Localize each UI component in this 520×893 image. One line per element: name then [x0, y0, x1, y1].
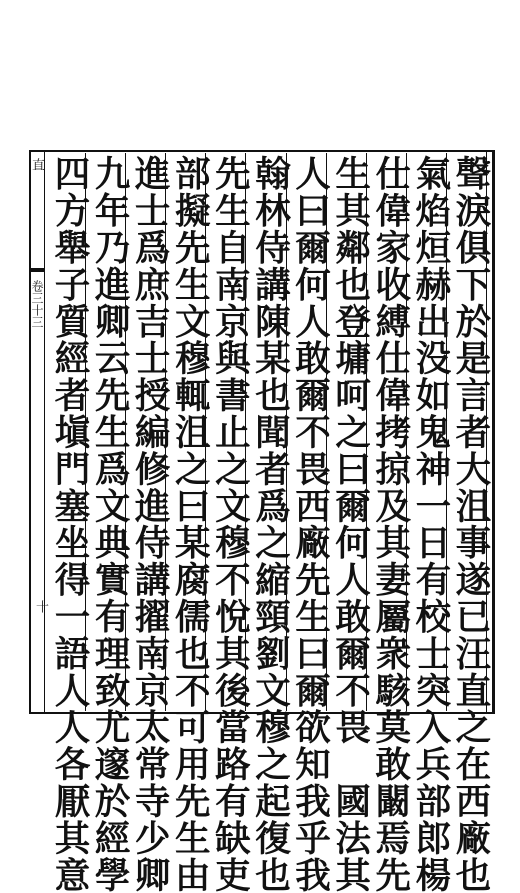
- text-column: 先生自南京與書止之文穆不悅其後當路有缺吏: [209, 155, 251, 893]
- margin-title: 直: [29, 158, 44, 171]
- fish-tail-mark: [31, 268, 44, 272]
- text-column: 聲淚俱下於是言者大沮事遂已汪直之在西廠也: [449, 155, 491, 893]
- text-column: 氣焰烜赫出没如鬼神一日有校士突入兵部郎楊: [409, 155, 451, 893]
- text-column: 仕偉家收縛仕偉拷掠及其妻屬衆駭莫敢闞焉先: [369, 155, 411, 893]
- margin-juan-label: 卷三十三: [30, 280, 44, 328]
- text-column: 四方舉子質經者塡門塞坐得一語人人各厭其意: [49, 155, 90, 893]
- folio-number: 十: [33, 600, 48, 613]
- text-column: 人曰爾何人敢爾不畏西廠先生曰爾欲知我乎我: [289, 155, 331, 893]
- frame-left-rule-outer: [29, 150, 31, 714]
- frame-right-rule-outer: [492, 150, 495, 714]
- text-column: 九年乃進卿云先生爲文典實有理致尤邃於經學: [89, 155, 131, 893]
- text-column: 生其鄰也登墉呵之曰爾何人敢爾不畏 國法其: [329, 155, 371, 893]
- margin-strip-rule: [44, 152, 45, 712]
- text-column: 部擬先生文穆輒沮之曰某腐儒也不可用先生由: [169, 155, 211, 893]
- frame-top-rule: [30, 150, 492, 152]
- text-column: 進士爲庶吉士授編修進侍講擢南京太常寺少卿: [129, 155, 171, 893]
- text-column: 翰林侍講陳某也聞者爲之縮頸劉文穆之起復也: [249, 155, 291, 893]
